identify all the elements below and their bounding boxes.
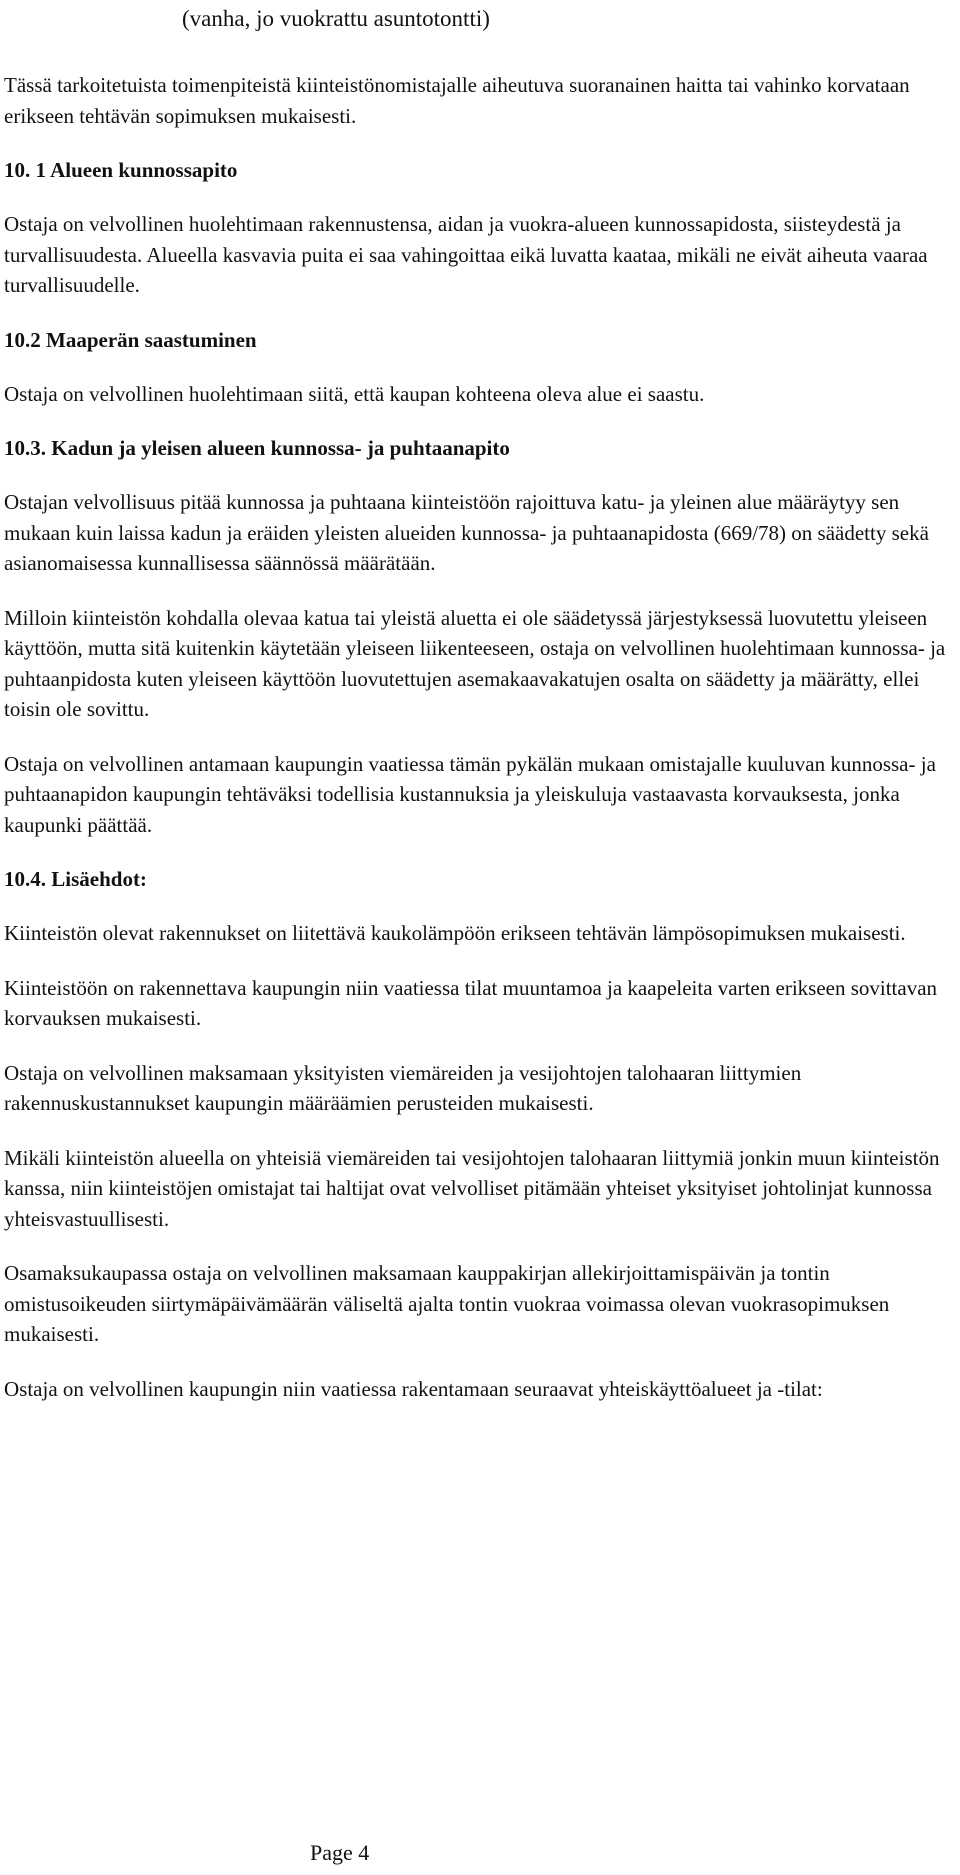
document-body: [0, 70, 960, 1428]
paragraph: Mikäli kiinteistön alueella on yhteisiä viemäreiden tai vesijohtojen talohaaran liittymiä jonkin muun kiinteistön kanssa, niin kiinteistöjen omistajat tai haltijat ovat velvolliset pitämään yhteiset yksityiset johtolinjat kunnossa yhteisvastuullisesti.: [4, 1145, 940, 1231]
header-note: (vanha, jo vuokrattu asuntotontti): [182, 6, 490, 31]
intro-paragraph: Tässä tarkoitetuista toimenpiteistä kiinteistönomistajalle aiheutuva suoranainen haitta tai vahinko korvataan erikseen tehtävän sopimuksen mukaisesti.: [4, 73, 910, 128]
paragraph: Ostaja on velvollinen huolehtimaan rakennustensa, aidan ja vuokra-alueen kunnossapidosta, siisteydestä ja turvallisuudesta. Alueella kasvavia puita ei saa vahingoittaa eikä luvatta kaataa, mikäli ne eivät aiheuta vaaraa turvallisuudelle.: [4, 212, 928, 297]
paragraph: Ostaja on velvollinen maksamaan yksityisten viemäreiden ja vesijohtojen talohaaran liittymien rakennuskustannukset kaupungin määräämien perusteiden mukaisesti.: [4, 1060, 802, 1115]
section-10-2: [0, 325, 960, 410]
paragraph: Kiinteistöön on rakennettava kaupungin niin vaatiessa tilat muuntamoa ja kaapeleita varten erikseen sovittavan korvauksen mukaisesti.: [4, 975, 938, 1030]
paragraph: Ostajan velvollisuus pitää kunnossa ja puhtaana kiinteistöön rajoittuva katu- ja yleinen alue määräytyy sen mukaan kuin laissa kadun ja eräiden yleisten alueiden kunnossa- ja puhtaanapidosta (669/78) on säädetty sekä asianomaisessa kunnallisessa säännössä määrätään.: [4, 490, 929, 575]
page-number: Page 4: [310, 1840, 370, 1865]
section-heading: 10. 1 Alueen kunnossapito: [4, 158, 238, 182]
paragraph: Milloin kiinteistön kohdalla olevaa katua tai yleistä aluetta ei ole säädetyssä järjestyksessä luovutettu yleiseen käyttöön, mutta sitä kuitenkin käytetään yleiseen liikenteeseen, ostaja on velvollinen huolehtimaan kunnossa- ja puhtaanpidosta kuten yleiseen käyttöön luovutettujen asemakaavakatujen osalta on säädetty ja määrätty, ellei toisin ole sovittu.: [4, 605, 946, 721]
section-heading: 10.3. Kadun ja yleisen alueen kunnossa- ja puhtaanapito: [4, 436, 510, 460]
paragraph: Osamaksukaupassa ostaja on velvollinen maksamaan kauppakirjan allekirjoittamispäivän ja tontin omistusoikeuden siirtymäpäivämäärän väliseltä ajalta tontin vuokraa voimassa olevan vuokrasopimuksen mukaisesti.: [4, 1261, 890, 1346]
paragraph: Ostaja on velvollinen huolehtimaan siitä, että kaupan kohteena oleva alue ei saastu.: [4, 381, 705, 406]
section-10-4: [0, 864, 960, 1404]
section-10-1: [0, 155, 960, 301]
paragraph: Ostaja on velvollinen kaupungin niin vaatiessa rakentamaan seuraavat yhteiskäyttöalueet ja -tilat:: [4, 1376, 823, 1401]
section-heading: 10.4. Lisäehdot:: [4, 867, 147, 891]
paragraph: Ostaja on velvollinen antamaan kaupungin vaatiessa tämän pykälän mukaan omistajalle kuuluvan kunnossa- ja puhtaanapidon kaupungin tehtäväksi todellisia kustannuksia ja yleiskuluja vastaavasta korvauksesta, jonka kaupunki päättää.: [4, 751, 936, 837]
paragraph: Kiinteistön olevat rakennukset on liitettävä kaukolämpöön erikseen tehtävän lämpösopimuksen mukaisesti.: [4, 921, 906, 945]
section-heading: 10.2 Maaperän saastuminen: [4, 327, 257, 352]
section-10-3: [0, 433, 960, 840]
